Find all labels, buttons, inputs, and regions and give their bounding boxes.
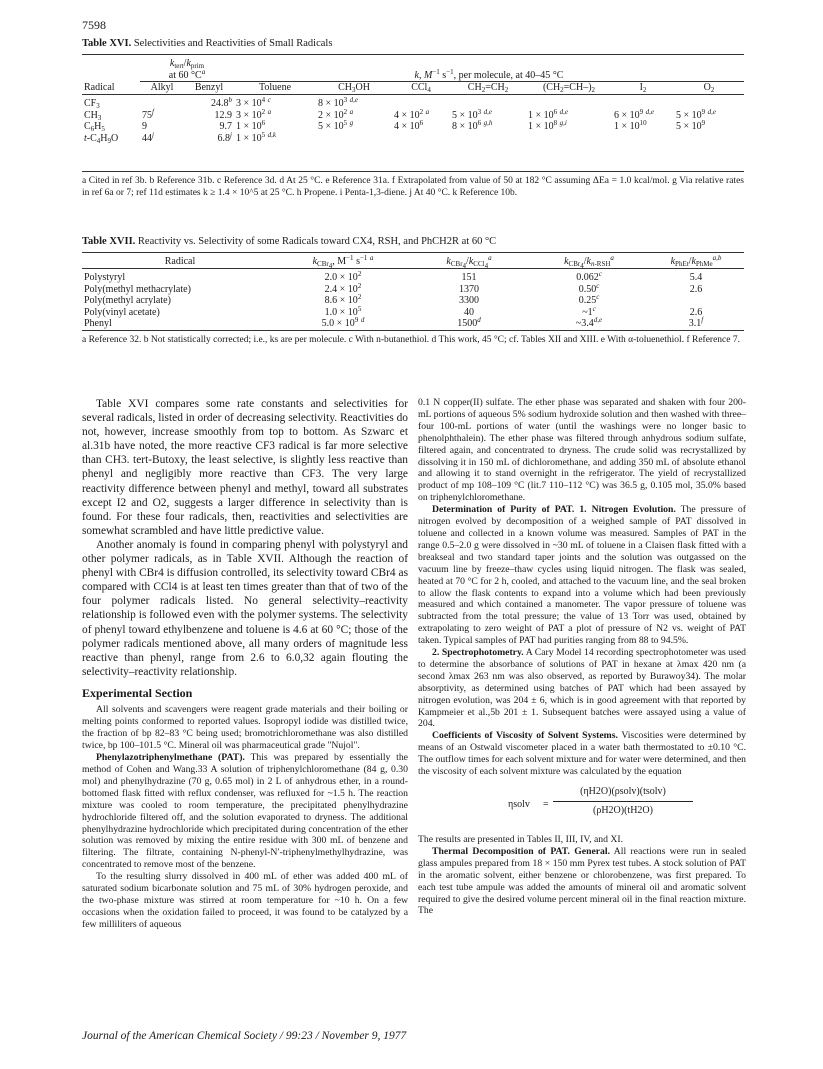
table-17-row-phenyl: Phenyl $5.0 \times 10^9$ $^d$ 1500$^d$ ~3.4$^{d,e}$ 3.1$^f$: [84, 316, 704, 329]
equation-denominator: (ρH2O)(tH2O): [593, 804, 653, 816]
thermal-decomposition-text: All reactions were run in sealed glass ampules prepared from 18 × 150 mm Pyrex test tubes. A stock solution of PAT in the aromatic solvent, either benzene or chlorobenzene, was first prepared. To each test tube ampule was added the amounts of mineral oil and aromatic solvent required to give the desired volume percent mineral oil in the final reaction mixture. The: [418, 845, 746, 917]
table-17-label: Table XVII.: [82, 236, 136, 247]
table-16-title-text: Selectivities and Reactivities of Small Radicals: [131, 38, 333, 49]
table-16-ratio-subheader: at 60 $^\circ C^a$: [140, 70, 234, 82]
equation-fraction: [553, 786, 693, 817]
table-16-header-row-1: [82, 58, 744, 70]
table-16-column-headers: Radical Alkyl Benzyl Toluene $CH_3OH$ CCl$_4$ $CH_2=CH_2$ $(CH_2=CH-)_2$ $I_2$ $O_2$: [82, 82, 744, 95]
table-17-column-headers: Radical $k_{CBr_4}$, $M^{-1}$ $s^{-1}$ $^a$ $k_{CBr_4}/k_{CCl_4}^a$ $k_{CBr_4}/k_{n-RSH}^a$ $k_{PhEt}/k_{PhMe}^{a,b}$: [82, 256, 744, 268]
experimental-section-heading: Experimental Section: [82, 685, 193, 700]
purity-text: The pressure of nitrogen evolved by decomposition of a weighed sample of PAT dissolved in toluene and collected in a known volume was measured. Samples of PAT in the range 0.5–2.0 g were dissolved in ~30 mL of toluene in a Claisen flask fitted with a breakseal and two standard taper joints and the solution was outgassed on the vacuum line by freeze–thaw cycles using liquid nitrogen. The flask was sealed, heated at 70 °C for 2 h, cooled, and attached to the vacuum line, and the seal broken to allow the flask contents to expand into a volume which had been previously measured and which contained a manometer. The vapor pressure of toluene was subtracted from the total pressure; the value of 13 Torr was used, obtained by extrapolating to zero weight of PAT a plot of pressure of N2 vs. weight of PAT taken. Typical samples of PAT had purities ranging from 88 to 94.5%.: [418, 504, 746, 647]
table-16-ratio-header: $k_{tert}/k_{prim}$: [169, 58, 205, 70]
left-column: [82, 397, 408, 931]
left-paragraph-1: Table XVI compares some rate constants and selectivities for several radicals, listed in order of decreasing selectivity. Reactivities do not, however, increase smoothly from top to bottom. As Szwarc et al.31b have noted, the more reactive CF3 radical is far more selective than CH3. tert-Butoxy, the least selective, is slightly less reactive than phenyl and negligibly more reactive than CF3. The very large reactivity difference between phenyl and methyl, toward all substrates except I2 and O2, suggests a larger difference in selectivity than is found. For these four radicals, then, reactivities and selectivities are somewhat scrambled and have little predictive value.: [82, 398, 408, 537]
equation-lhs: ηsolv: [508, 799, 530, 810]
spectrophotometry-heading: 2. Spectrophotometry.: [432, 647, 524, 659]
spectrophotometry-text: A Cary Model 14 recording spectrophotometer was used to determine the absorbance of solutions of PAT in hexane at λmax 420 nm (a second λmax 263 nm was also observed, as reported by Burawoy34). The molar absorptivity, as determined using batches of PAT which had been assayed by nitrogen evolution, was 204 ± 6, which is in good agreement with that reported by Kampmeier et al.,5b 201 ± 1. Subsequent batches were assayed using a value of 204.: [418, 647, 746, 730]
table-17-bottom-rule: [82, 330, 744, 331]
table-17-row-pvac: Poly(vinyl acetate) $1.0 \times 10^5$ 40 ~1$^c$ 2.6: [84, 304, 703, 318]
purity-heading: Determination of Purity of PAT. 1. Nitrogen Evolution.: [432, 504, 676, 516]
viscosity-equation: [418, 786, 746, 826]
table-17: [82, 256, 744, 330]
table-16-header-row-2: [82, 70, 744, 82]
table-16-label: Table XVI.: [82, 38, 132, 49]
page-number: 7598: [82, 18, 106, 32]
table-16-row-c6h5: $C_6H_5$ 9 9.7 $1 \times 10^6$ $5 \times 10^5$ $^g$ $4 \times 10^6$ $8 \times 10^6$ $^{g,h}$ $1 \times 10^8$ $^{g,i}$ $1 \times 10^{10}$ $5 \times 10^9$: [84, 119, 706, 133]
journal-footer: Journal of the American Chemical Society / 99:23 / November 9, 1977: [82, 1030, 407, 1042]
table-17-row-polystyryl: Polystyryl $2.0 \times 10^2$ 151 0.062$^c$ 5.4: [84, 270, 703, 283]
equation-equals: =: [543, 799, 549, 810]
table-16-row-ch3: $CH_3$ 75$^f$ 12.9 $3 \times 10^2$ $^a$ $2 \times 10^2$ $^a$ $4 \times 10^2$ $^a$ $5 \times 10^3$ $^{d,e}$ $1 \times 10^6$ $^{d,e}$ $6 \times 10^9$ $^{d,e}$ $5 \times 10^9$ $^{d,e}$: [84, 107, 716, 122]
pat-preparation-heading: Phenylazotriphenylmethane (PAT).: [96, 752, 245, 764]
pat-preparation-text: This was prepared by essentially the method of Cohen and Wang.33 A solution of triphenylchloromethane (84 g, 0.30 mol) and phenylhydrazine (70 g, 0.65 mol) in 2 L of anhydrous ether, in a round-bottomed flask fitted with reflux condenser, was refluxed for ~1.5 h. The reaction mixture was cooled to room temperature, the precipitated phenylhydrazine hydrochloride filtered off, and the solution evaporated to dryness. The additional phenylhydrazine hydrochloride which precipitated during concentration of the ether solution was removed by mixing the entire residue with 300 mL of benzene and filtering. The filtrate, containing N-phenyl-N′-triphenylmethylhydrazine, was concentrated to remove most of the benzene.: [82, 752, 408, 871]
table-17-top-rule: [82, 252, 744, 253]
table-16-k-header: k, $M^{-1}$ $s^{-1}$, per molecule, at 40–45 °C: [234, 70, 744, 82]
equation-numerator: (ηH2O)(ρsolv)(tsolv): [553, 786, 693, 802]
left-paragraph-4: [82, 752, 408, 871]
right-paragraph-3: [418, 647, 746, 730]
viscosity-heading: Coefficients of Viscosity of Solvent Systems.: [432, 730, 618, 742]
table-16-footnotes: a Cited in ref 3b. b Reference 31b. c Reference 3d. d At 25 °C. e Reference 31a. f Extrapolated from value of 50 at 182 °C assuming ΔEa = 1.0 kcal/mol. g Via relative rates in ref 6a or 7; ref 11d estimates k ≥ 1.4 × 10^5 at 25 °C. h Propene. i Penta-1,3-diene. j At 40 °C. k Reference 10b.: [82, 176, 744, 198]
viscosity-text: Viscosities were determined by means of an Ostwald viscometer placed in a water bath thermostated to ±0.10 °C. The outflow times for each solvent mixture and for water were determined, and then the viscosity of each solvent mixture was calculated by the equation: [418, 730, 746, 778]
right-paragraph-2: [418, 504, 746, 647]
table-16-title: [82, 38, 332, 49]
right-paragraph-1: 0.1 N copper(II) sulfate. The ether phase was separated and shaken with four 200-mL portions of aqueous 5% sodium hydroxide solution and then washed with three–four 100-mL portions of water (until the washings were no longer basic to phenolphthalein). The ether phase was filtered through anhydrous sodium sulfate, filtered again, and concentrated to dryness. The crude solid was recrystallized by dissolving it in 150 mL of dichloromethane, and adding 350 mL of absolute ethanol and allowing it to stand overnight in the refrigerator. The yield of recrystallized product of mp 108–109 °C (lit.7 110–112 °C) was 36.5 g, 0.105 mol, 35.0% based on triphenylchloromethane.: [418, 397, 746, 504]
right-paragraph-4: [418, 730, 746, 778]
table-16-row-t-c4h9o: $t-C_4H_9O$ 44$^j$ 6.8$^j$ $1 \times 10^5$ $^{d,k}$: [84, 130, 276, 145]
right-paragraph-5: The results are presented in Tables II, III, IV, and XI.: [418, 834, 624, 845]
table-17-title: [82, 236, 496, 247]
left-paragraph-2: Another anomaly is found in comparing phenyl with polystyryl and other polymer radicals, as in Table XVII. Although the reaction of phenyl with CBr4 is diffusion controlled, its selectivity toward CBr4 as compared with CCl4 is at least ten times greater than that of two of the four polymer radicals listed. No general selectivity–reactivity relationship is followed even with the polymer systems. The selectivity of phenyl toward ethylbenzene and toluene is 4.6 at 60 °C; those of the polymer radicals mentioned above, all many orders of magnitude less reactive than phenyl, range from 2.6 to 6.0,32 again flouting the selectivity–reactivity relationship.: [82, 538, 408, 678]
table-16-row-cf3: $CF_3$ 24.8$^b$ $3 \times 10^4$ $^c$ $8 \times 10^3$ $^{d,e}$: [84, 96, 358, 110]
table-17-row-pma: Poly(methyl acrylate) $8.6 \times 10^2$ 3300 0.25$^c$: [84, 293, 600, 306]
left-paragraph-5: To the resulting slurry dissolved in 400 mL of ether was added 400 mL of saturated sodium bicarbonate solution and 75 mL of 30% hydrogen peroxide, and the two-phase mixture was stirred at room temperature for ~10 h. On a few occasions when the oxidation failed to proceed, it was found to be catalyzed by a few milliliters of aqueous: [82, 871, 408, 930]
table-17-footnotes: a Reference 32. b Not statistically corrected; i.e., ks are per molecule. c With n-butanethiol. d This work, 45 °C; cf. Tables XII and XIII. e With α-toluenethiol. f Reference 7.: [82, 335, 740, 345]
table-16-top-rule: [82, 54, 744, 55]
table-17-title-text: Reactivity vs. Selectivity of some Radicals toward CX4, RSH, and PhCH2R at 60 °C: [135, 236, 497, 247]
table-17-row-pmma: Poly(methyl methacrylate) $2.4 \times 10^2$ 1370 0.50$^c$ 2.6: [84, 281, 703, 295]
right-column: [418, 397, 746, 917]
right-paragraph-6: [418, 846, 746, 917]
left-paragraph-3: All solvents and scavengers were reagent grade materials and their boiling or melting points conformed to reported values. Isopropyl iodide was distilled twice, the fraction of bp 82–83 °C being used; bromotrichloromethane was also distilled twice, bp 100–101.5 °C. Mineral oil was pharmaceutical grade "Nujol".: [82, 704, 408, 752]
table-16: [82, 58, 744, 144]
thermal-decomposition-heading: Thermal Decomposition of PAT. General.: [432, 845, 611, 857]
table-16-bottom-rule: [82, 171, 744, 172]
